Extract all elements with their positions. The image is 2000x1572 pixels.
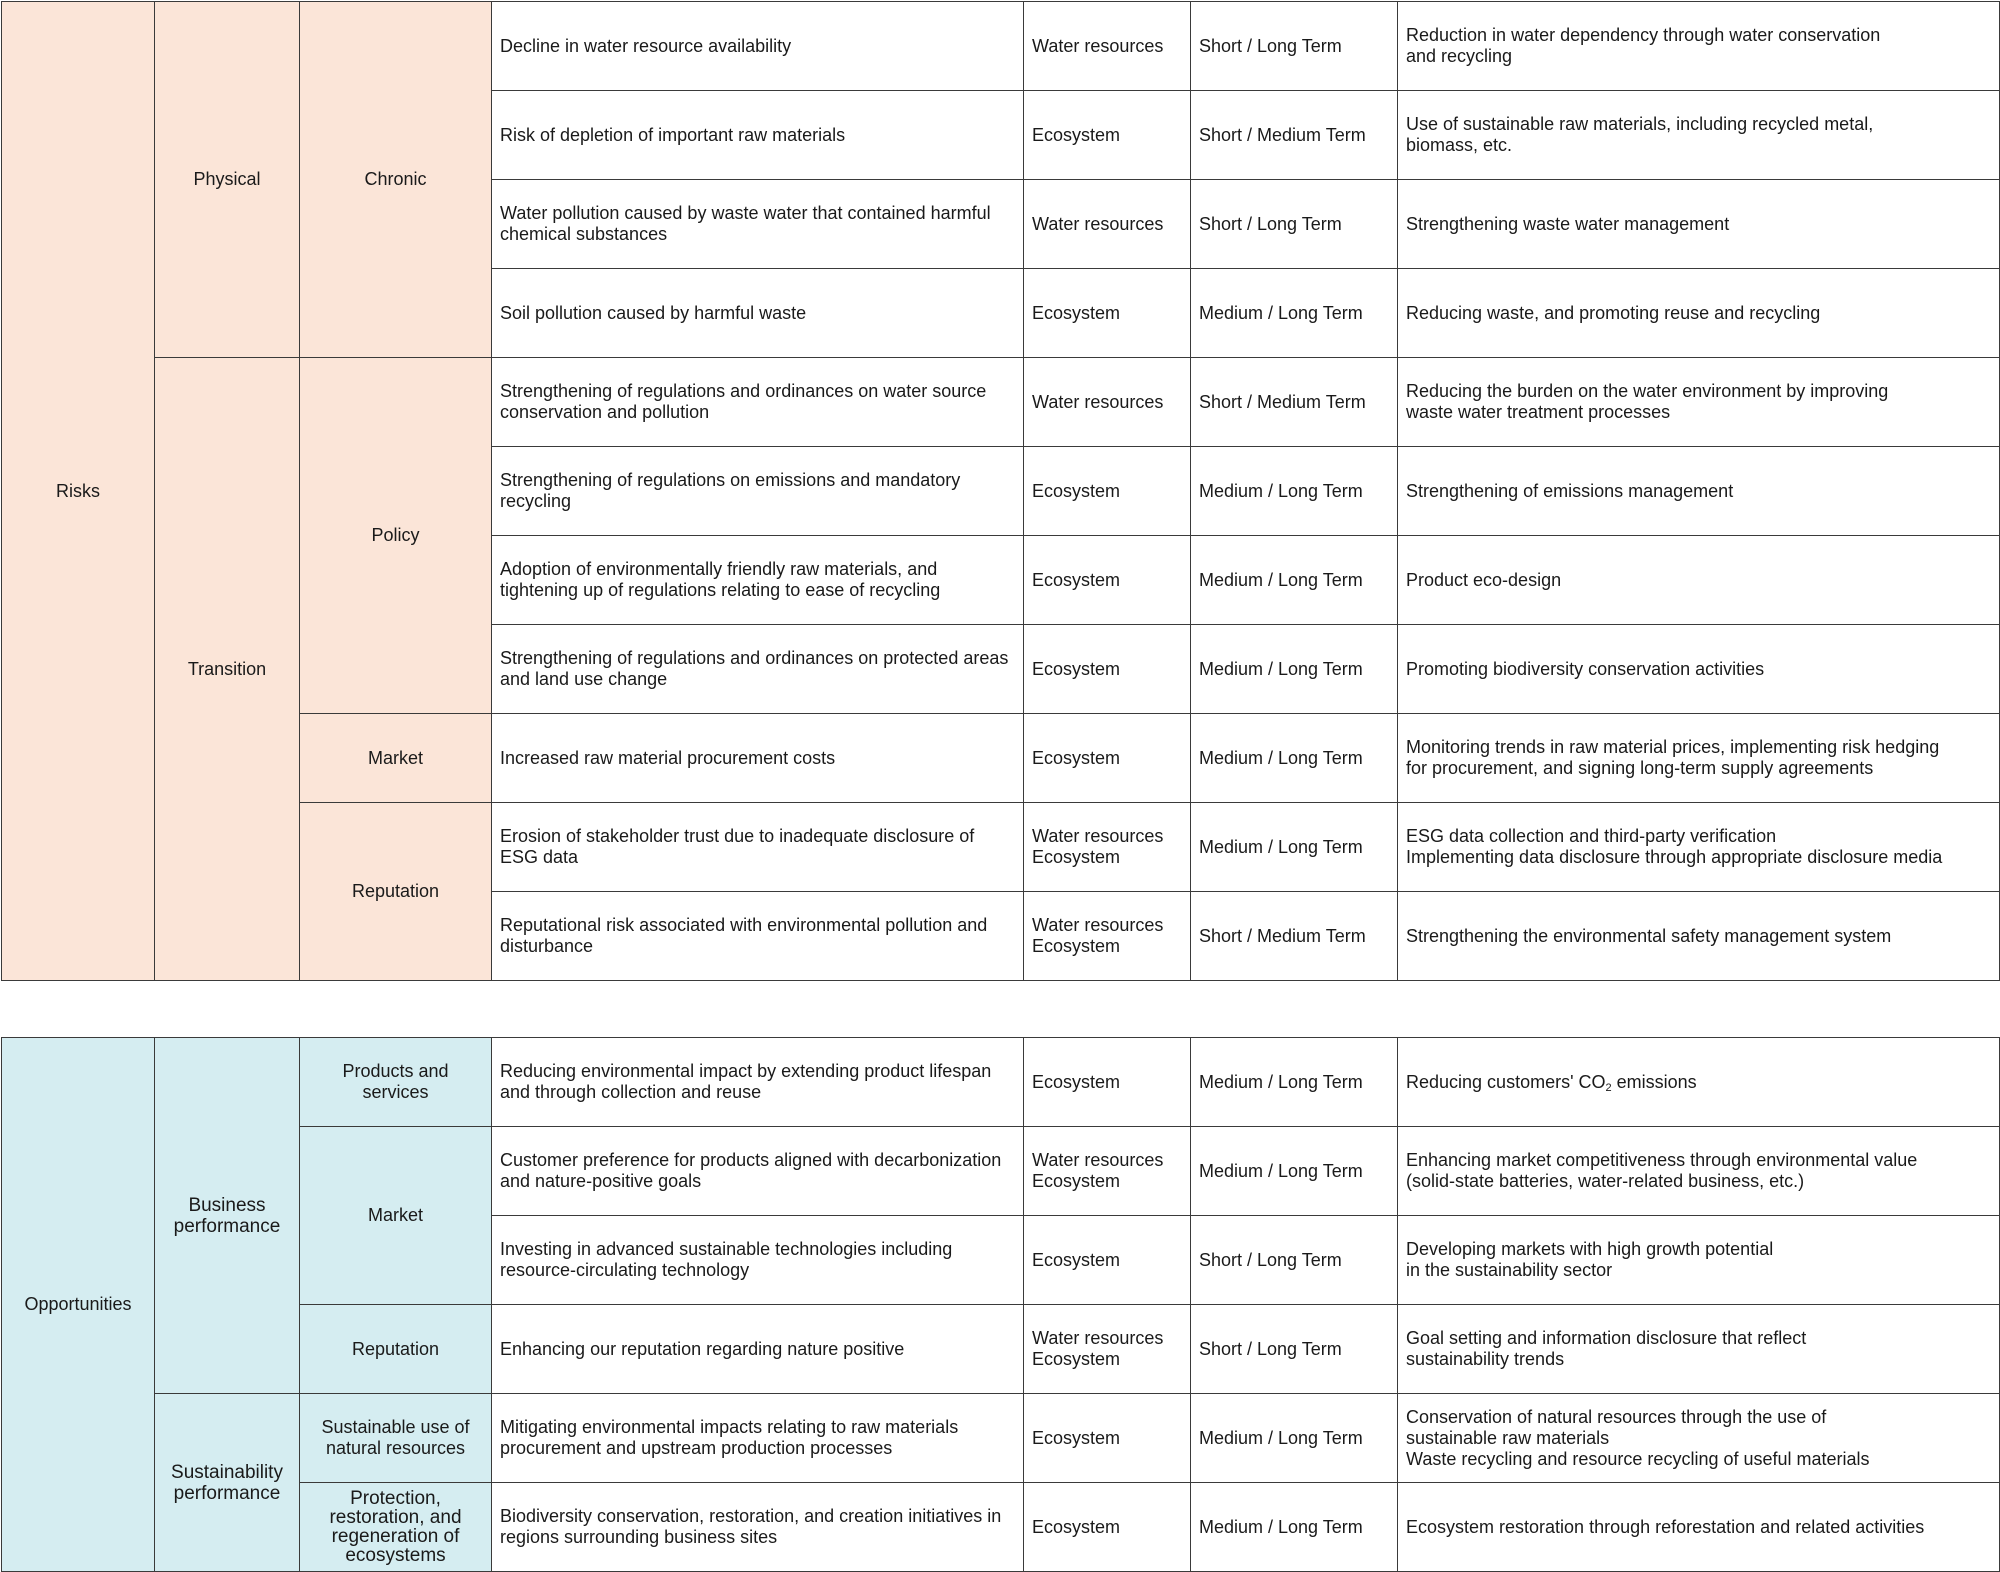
response-cell bbox=[1398, 2, 2000, 91]
term-cell: Short / Long Term bbox=[1191, 180, 1398, 269]
issue-cell: Customer preference for products aligned with decarbonization and nature-positive goals bbox=[492, 1127, 1024, 1216]
text-line: Reduction in water dependency through water conservation bbox=[1406, 25, 1881, 45]
response-cell bbox=[1398, 1038, 2000, 1127]
response-cell bbox=[1398, 892, 2000, 981]
response-cell bbox=[1398, 358, 2000, 447]
issue-cell: Decline in water resource availability bbox=[492, 2, 1024, 91]
issue-cell: Mitigating environmental impacts relating to raw materials procurement and upstream production processes bbox=[492, 1394, 1024, 1483]
response-text: Reducing customers' CO bbox=[1406, 1071, 1606, 1092]
term-cell: Short / Long Term bbox=[1191, 1216, 1398, 1305]
text-line: Monitoring trends in raw material prices, implementing risk hedging bbox=[1406, 737, 1940, 757]
text-line: Conservation of natural resources through the use of bbox=[1406, 1406, 1827, 1427]
term-cell: Short / Medium Term bbox=[1191, 892, 1398, 981]
table-row bbox=[2, 1038, 2000, 1127]
table-row bbox=[2, 803, 2000, 892]
resource-cell bbox=[1024, 803, 1191, 892]
text-line: in the sustainability sector bbox=[1406, 1260, 1613, 1280]
issue-cell: Risk of depletion of important raw materials bbox=[492, 91, 1024, 180]
resource-cell bbox=[1024, 2, 1191, 91]
text-line: Promoting biodiversity conservation activities bbox=[1406, 658, 1765, 679]
text-line: Ecosystem bbox=[1032, 1427, 1121, 1448]
text-line: for procurement, and signing long-term supply agreements bbox=[1406, 758, 1874, 778]
resource-cell bbox=[1024, 1038, 1191, 1127]
group-label: Physical bbox=[155, 2, 300, 358]
term-cell: Medium / Long Term bbox=[1191, 1127, 1398, 1216]
text-line: Water resources bbox=[1032, 213, 1164, 234]
resource-cell bbox=[1024, 1394, 1191, 1483]
text-line: Ecosystem bbox=[1032, 1071, 1121, 1092]
risks-category-label: Risks bbox=[2, 2, 155, 981]
issue-cell: Strengthening of regulations and ordinances on protected areas and land use change bbox=[492, 625, 1024, 714]
term-cell: Medium / Long Term bbox=[1191, 1394, 1398, 1483]
response-cell bbox=[1398, 625, 2000, 714]
text-line bbox=[1406, 1072, 1991, 1093]
text-line: Product eco-design bbox=[1406, 569, 1562, 590]
resource-cell bbox=[1024, 91, 1191, 180]
term-cell: Medium / Long Term bbox=[1191, 447, 1398, 536]
text-line: Water resources bbox=[1032, 391, 1164, 412]
subscript: 2 bbox=[1605, 1081, 1612, 1094]
response-cell bbox=[1398, 180, 2000, 269]
text-line: Use of sustainable raw materials, including recycled metal, bbox=[1406, 114, 1874, 134]
resource-cell bbox=[1024, 1483, 1191, 1572]
subgroup-label: Protection, restoration, and regeneration of ecosystems bbox=[300, 1483, 492, 1572]
group-label: Transition bbox=[155, 358, 300, 981]
term-cell: Medium / Long Term bbox=[1191, 1483, 1398, 1572]
text-line: Ecosystem bbox=[1032, 847, 1121, 867]
text-line: Ecosystem bbox=[1032, 302, 1121, 323]
text-line: Strengthening of emissions management bbox=[1406, 480, 1734, 501]
issue-cell: Strengthening of regulations and ordinances on water source conservation and pollution bbox=[492, 358, 1024, 447]
opportunities-category-label: Opportunities bbox=[2, 1038, 155, 1572]
text-line: Ecosystem bbox=[1032, 1249, 1121, 1270]
issue-cell: Investing in advanced sustainable technologies including resource-circulating technology bbox=[492, 1216, 1024, 1305]
issue-cell: Increased raw material procurement costs bbox=[492, 714, 1024, 803]
table-row bbox=[2, 1127, 2000, 1216]
resource-cell bbox=[1024, 1305, 1191, 1394]
subgroup-label: Chronic bbox=[300, 2, 492, 358]
issue-cell: Soil pollution caused by harmful waste bbox=[492, 269, 1024, 358]
text-line: biomass, etc. bbox=[1406, 135, 1513, 155]
resource-cell bbox=[1024, 625, 1191, 714]
text-line: Waste recycling and resource recycling of useful materials bbox=[1406, 1448, 1870, 1469]
response-cell bbox=[1398, 91, 2000, 180]
term-cell: Short / Medium Term bbox=[1191, 358, 1398, 447]
resource-cell bbox=[1024, 358, 1191, 447]
issue-cell: Reducing environmental impact by extending product lifespan and through collection and reuse bbox=[492, 1038, 1024, 1127]
resource-cell bbox=[1024, 1216, 1191, 1305]
subgroup-label: Products and services bbox=[300, 1038, 492, 1127]
resource-cell bbox=[1024, 1127, 1191, 1216]
text-line: Ecosystem bbox=[1032, 1171, 1121, 1191]
response-cell bbox=[1398, 803, 2000, 892]
term-cell: Short / Long Term bbox=[1191, 2, 1398, 91]
text-line: ESG data collection and third-party verification bbox=[1406, 826, 1777, 846]
resource-cell bbox=[1024, 536, 1191, 625]
term-cell: Medium / Long Term bbox=[1191, 625, 1398, 714]
response-cell bbox=[1398, 1216, 2000, 1305]
issue-cell: Reputational risk associated with environmental pollution and disturbance bbox=[492, 892, 1024, 981]
response-cell bbox=[1398, 1305, 2000, 1394]
text-line: Ecosystem bbox=[1032, 124, 1121, 145]
table-row bbox=[2, 1483, 2000, 1572]
text-line: (solid-state batteries, water-related business, etc.) bbox=[1406, 1171, 1805, 1191]
resource-cell bbox=[1024, 714, 1191, 803]
text-line: Ecosystem bbox=[1032, 747, 1121, 768]
resource-cell bbox=[1024, 180, 1191, 269]
term-cell: Medium / Long Term bbox=[1191, 1038, 1398, 1127]
response-cell bbox=[1398, 269, 2000, 358]
subgroup-label: Market bbox=[300, 714, 492, 803]
response-cell bbox=[1398, 447, 2000, 536]
response-cell bbox=[1398, 1483, 2000, 1572]
text-line: Water resources bbox=[1032, 915, 1164, 935]
response-cell bbox=[1398, 1394, 2000, 1483]
text-line: Goal setting and information disclosure that reflect bbox=[1406, 1328, 1807, 1348]
text-line: Developing markets with high growth potential bbox=[1406, 1239, 1774, 1259]
term-cell: Short / Long Term bbox=[1191, 1305, 1398, 1394]
text-line: Ecosystem bbox=[1032, 936, 1121, 956]
text-line: Ecosystem restoration through reforestation and related activities bbox=[1406, 1516, 1925, 1537]
text-line: Ecosystem bbox=[1032, 480, 1121, 501]
text-line: Reducing waste, and promoting reuse and recycling bbox=[1406, 302, 1821, 323]
table-row bbox=[2, 714, 2000, 803]
response-cell bbox=[1398, 714, 2000, 803]
opportunities-table bbox=[1, 1037, 2000, 1572]
text-line: Ecosystem bbox=[1032, 1349, 1121, 1369]
text-line: sustainability trends bbox=[1406, 1349, 1565, 1369]
table-row bbox=[2, 1394, 2000, 1483]
response-cell bbox=[1398, 1127, 2000, 1216]
table-row bbox=[2, 358, 2000, 447]
term-cell: Medium / Long Term bbox=[1191, 536, 1398, 625]
term-cell: Medium / Long Term bbox=[1191, 269, 1398, 358]
table-row bbox=[2, 2, 2000, 91]
issue-cell: Erosion of stakeholder trust due to inadequate disclosure of ESG data bbox=[492, 803, 1024, 892]
text-line: Ecosystem bbox=[1032, 658, 1121, 679]
text-line: sustainable raw materials bbox=[1406, 1427, 1610, 1448]
subgroup-label: Policy bbox=[300, 358, 492, 714]
text-line: Reducing the burden on the water environment by improving bbox=[1406, 381, 1889, 401]
subgroup-label: Reputation bbox=[300, 1305, 492, 1394]
text-line: Water resources bbox=[1032, 1328, 1164, 1348]
text-line: Strengthening waste water management bbox=[1406, 213, 1730, 234]
text-line: Water resources bbox=[1032, 1150, 1164, 1170]
group-label: Sustainability performance bbox=[155, 1394, 300, 1572]
text-line: Water resources bbox=[1032, 826, 1164, 846]
issue-cell: Biodiversity conservation, restoration, and creation initiatives in regions surrounding business sites bbox=[492, 1483, 1024, 1572]
issue-cell: Water pollution caused by waste water that contained harmful chemical substances bbox=[492, 180, 1024, 269]
text-line: Ecosystem bbox=[1032, 569, 1121, 590]
text-line: Ecosystem bbox=[1032, 1516, 1121, 1537]
text-line: Implementing data disclosure through appropriate disclosure media bbox=[1406, 847, 1943, 867]
response-text: emissions bbox=[1611, 1071, 1697, 1092]
subgroup-label: Sustainable use of natural resources bbox=[300, 1394, 492, 1483]
term-cell: Medium / Long Term bbox=[1191, 714, 1398, 803]
table-row bbox=[2, 1305, 2000, 1394]
risks-table bbox=[1, 1, 2000, 981]
resource-cell bbox=[1024, 447, 1191, 536]
issue-cell: Adoption of environmentally friendly raw materials, and tightening up of regulations relating to ease of recycling bbox=[492, 536, 1024, 625]
text-line: Water resources bbox=[1032, 35, 1164, 56]
resource-cell bbox=[1024, 269, 1191, 358]
subgroup-label: Market bbox=[300, 1127, 492, 1305]
text-line: Strengthening the environmental safety management system bbox=[1406, 925, 1892, 946]
term-cell: Medium / Long Term bbox=[1191, 803, 1398, 892]
resource-cell bbox=[1024, 892, 1191, 981]
text-line: and recycling bbox=[1406, 46, 1513, 66]
text-line: waste water treatment processes bbox=[1406, 402, 1671, 422]
response-cell bbox=[1398, 536, 2000, 625]
issue-cell: Enhancing our reputation regarding nature positive bbox=[492, 1305, 1024, 1394]
issue-cell: Strengthening of regulations on emissions and mandatory recycling bbox=[492, 447, 1024, 536]
group-label: Business performance bbox=[155, 1038, 300, 1394]
text-line: Enhancing market competitiveness through environmental value bbox=[1406, 1150, 1918, 1170]
subgroup-label: Reputation bbox=[300, 803, 492, 981]
term-cell: Short / Medium Term bbox=[1191, 91, 1398, 180]
